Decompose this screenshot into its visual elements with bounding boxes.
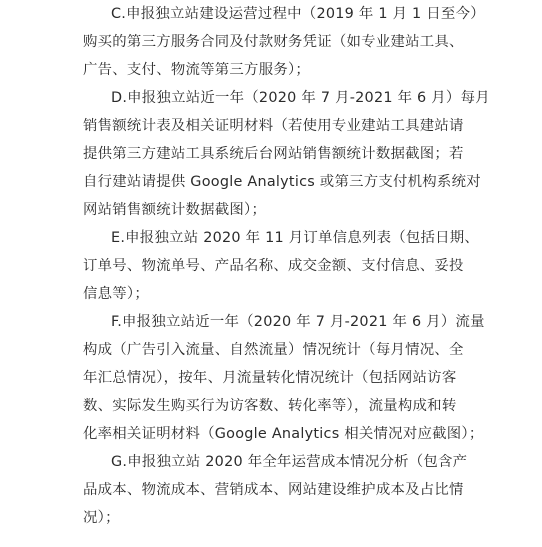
- text-line: 购买的第三方服务合同及付款财务凭证（如专业建站工具、: [83, 34, 464, 50]
- text-line: 广告、支付、物流等第三方服务）；: [83, 62, 311, 78]
- text-line: 销售额统计表及相关证明材料（若使用专业建站工具建站请: [83, 118, 464, 134]
- paragraph-f: [83, 308, 503, 448]
- text-line: 订单号、物流单号、产品名称、成交金额、支付信息、妥投: [83, 258, 464, 274]
- text-line: D.申报独立站近一年（2020 年 7 月-2021 年 6 月）每月: [111, 90, 490, 106]
- text-line: 自行建站请提供 Google Analytics 或第三方支付机构系统对: [83, 174, 481, 190]
- text-line: 数、实际发生购买行为访客数、转化率等），流量构成和转: [83, 398, 457, 414]
- paragraph-d: [83, 84, 503, 224]
- text-line: 况）；: [83, 510, 120, 526]
- text-line: 品成本、物流成本、营销成本、网站建设维护成本及占比情: [83, 482, 464, 498]
- text-line: 构成（广告引入流量、自然流量）情况统计（每月情况、全: [83, 342, 464, 358]
- paragraph-c: [83, 0, 503, 84]
- text-line: E.申报独立站 2020 年 11 月订单信息列表（包括日期、: [111, 230, 480, 246]
- document-body: [83, 0, 503, 532]
- text-line: 信息等）；: [83, 286, 150, 302]
- text-line: 化率相关证明材料（Google Analytics 相关情况对应截图）；: [83, 426, 484, 442]
- text-line: G.申报独立站 2020 年全年运营成本情况分析（包含产: [111, 454, 468, 470]
- text-line: 提供第三方建站工具系统后台网站销售额统计数据截图；若: [83, 146, 464, 162]
- text-line: C.申报独立站建设运营过程中（2019 年 1 月 1 日至今）: [111, 6, 485, 22]
- text-line: F.申报独立站近一年（2020 年 7 月-2021 年 6 月）流量: [111, 314, 485, 330]
- text-line: 年汇总情况），按年、月流量转化情况统计（包括网站访客: [83, 370, 457, 386]
- text-line: 网站销售额统计数据截图）；: [83, 202, 267, 218]
- paragraph-g: [83, 448, 503, 532]
- paragraph-e: [83, 224, 503, 308]
